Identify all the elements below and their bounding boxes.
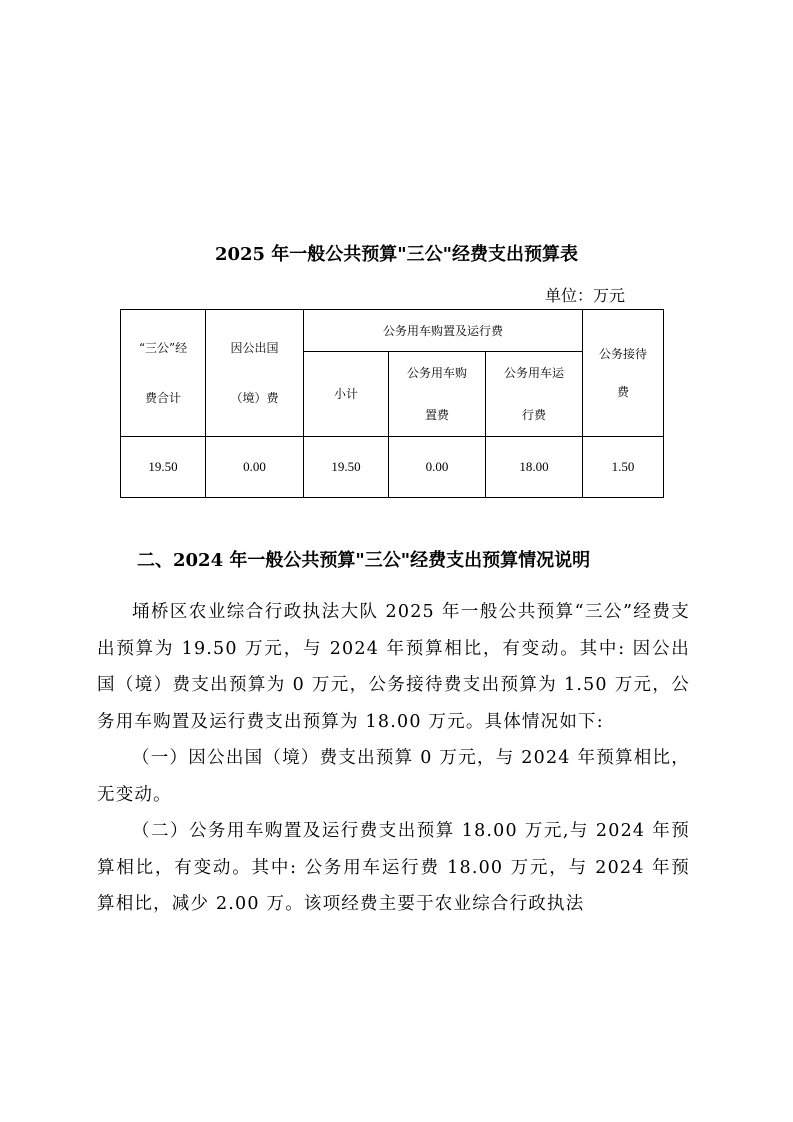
header-operation-line1: 公务用车运 <box>504 366 565 380</box>
unit-label: 单位：万元 <box>545 286 626 305</box>
header-purchase-line2: 置费 <box>424 408 449 422</box>
header-reception <box>583 310 664 437</box>
header-abroad <box>206 310 304 437</box>
header-vehicle-group: 公务用车购置及运行费 <box>304 310 583 352</box>
value-purchase: 0.00 <box>389 437 486 498</box>
header-subtotal: 小计 <box>304 352 389 437</box>
header-reception-line1: 公务接待 <box>599 347 648 361</box>
header-purchase <box>389 352 486 437</box>
budget-table <box>120 309 664 498</box>
paragraph-overview: 埇桥区农业综合行政执法大队 2025 年一般公共预算“三公”经费支出预算为 19.50 万元，与 2024 年预算相比，有变动。其中: 因公出国（境）费支出预算为 0 万元，公务接待费支出预算为 1.50 万元，公务用车购置及运行费支出预算为 18.00 万元。具体情况如下: <box>97 602 690 732</box>
header-operation <box>486 352 583 437</box>
table-title: 2025 年一般公共预算"三公"经费支出预算表 <box>214 244 579 265</box>
header-abroad-line2: （境）费 <box>230 391 279 405</box>
paragraph-vehicle: （二）公务用车购置及运行费支出预算 18.00 万元,与 2024 年预算相比，有变动。其中: 公务用车运行费 18.00 万元，与 2024 年预算相比，减少 2.00 万。该项经费主要于农业综合行政执法 <box>97 821 690 914</box>
header-operation-line2: 行费 <box>522 408 547 422</box>
value-abroad: 0.00 <box>206 437 304 498</box>
header-total-line1: “三公”经 <box>138 341 188 355</box>
table-row <box>121 437 664 498</box>
header-reception-line2: 费 <box>617 385 630 399</box>
header-total <box>121 310 206 437</box>
value-subtotal: 19.50 <box>304 437 389 498</box>
section-heading: 二、2024 年一般公共预算"三公"经费支出预算情况说明 <box>137 550 591 571</box>
header-purchase-line1: 公务用车购 <box>406 366 467 380</box>
value-total: 19.50 <box>121 437 206 498</box>
header-abroad-line1: 因公出国 <box>230 341 279 355</box>
value-reception: 1.50 <box>583 437 664 498</box>
body-text <box>97 594 690 923</box>
value-operation: 18.00 <box>486 437 583 498</box>
header-total-line2: 费合计 <box>144 391 181 405</box>
paragraph-abroad: （一）因公出国（境）费支出预算 0 万元，与 2024 年预算相比，无变动。 <box>97 748 690 805</box>
